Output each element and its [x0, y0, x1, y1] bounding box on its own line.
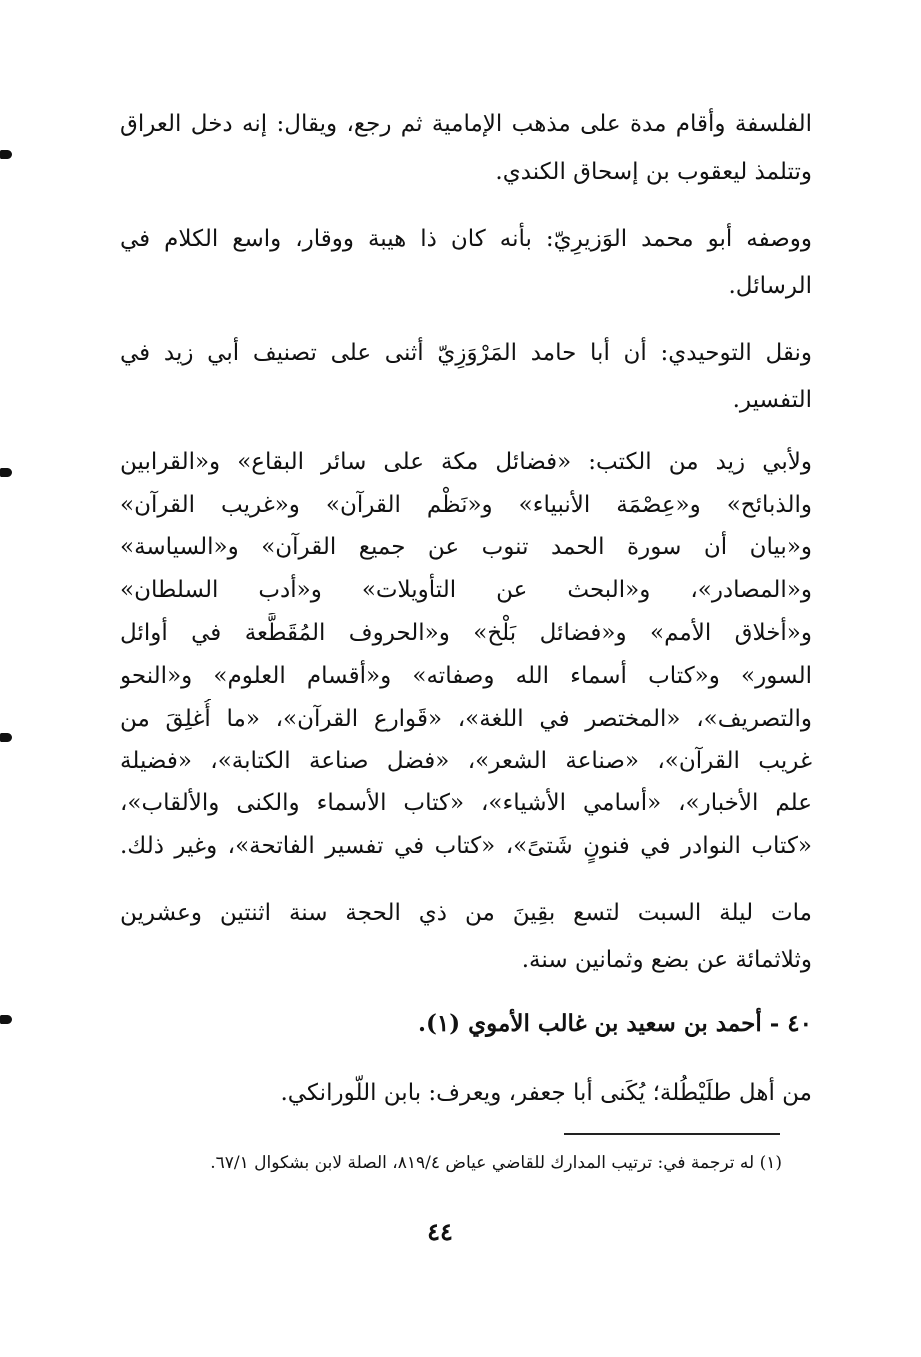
text-line: والتصريف»، «المختصر في اللغة»، «قَوارع القرآن»، «ما أُغلِقَ من: [120, 706, 812, 732]
scan-edge-mark: [0, 1015, 12, 1024]
text-line: من أهل طلَيْطُلة؛ يُكَنى أبا جعفر، ويعرف: بابن اللّورانكي.: [280, 1080, 812, 1106]
text-line: ونقل التوحيدي: أن أبا حامد المَرْوَزِيّ أثنى على تصنيف أبي زيد في: [120, 340, 812, 366]
entry-heading: ٤٠ - أحمد بن سعيد بن غالب الأموي (١).: [418, 1010, 812, 1037]
text-line: الفلسفة وأقام مدة على مذهب الإمامية ثم رجع، ويقال: إنه دخل العراق: [120, 111, 812, 137]
main-text: [120, 0, 812, 1106]
scan-edge-mark: [0, 733, 12, 742]
footnote-divider: [564, 1133, 780, 1135]
text-line: والذبائح» و«عِصْمَة الأنبياء» و«نَظْم القرآن» و«غريب القرآن»: [120, 492, 812, 518]
text-line: غريب القرآن»، «صناعة الشعر»، «فضل صناعة الكتابة»، «فضيلة: [120, 748, 812, 774]
text-line: الرسائل.: [728, 273, 812, 299]
text-line: «كتاب النوادر في فنونٍ شَتىً»، «كتاب في تفسير الفاتحة»، وغير ذلك.: [120, 833, 812, 859]
text-line: علم الأخبار»، «أسامي الأشياء»، «كتاب الأسماء والكنى والألقاب»،: [120, 790, 812, 816]
text-line: و«المصادر»، و«البحث عن التأويلات» و«أدب السلطان»: [120, 577, 812, 603]
scan-edge-mark: [0, 150, 12, 159]
text-line: مات ليلة السبت لتسع بقِينَ من ذي الحجة سنة اثنتين وعشرين: [120, 900, 812, 926]
text-line: السور» و«كتاب أسماء الله وصفاته» و«أقسام العلوم» و«النحو: [120, 663, 812, 689]
footnote: (١) له ترجمة في: ترتيب المدارك للقاضي عياض ٨١٩/٤، الصلة لابن بشكوال ٦٧/١.: [210, 1153, 782, 1173]
text-line: و«أخلاق الأمم» و«فضائل بَلْخ» و«الحروف المُقَطَّعة في أوائل: [120, 620, 812, 646]
text-line: التفسير.: [732, 387, 812, 413]
text-line: و«بيان أن سورة الحمد تنوب عن جميع القرآن» و«السياسة»: [120, 534, 812, 560]
scan-edge-mark: [0, 468, 12, 477]
text-line: ولأبي زيد من الكتب: «فضائل مكة على سائر البقاع» و«القرابين: [120, 449, 812, 475]
text-line: وتتلمذ ليعقوب بن إسحاق الكندي.: [495, 159, 812, 185]
text-line: ووصفه أبو محمد الوَزيرِيّ: بأنه كان ذا هيبة ووقار، واسع الكلام في: [120, 226, 812, 252]
page-number: ٤٤: [427, 1217, 453, 1246]
text-line: وثلاثمائة عن بضع وثمانين سنة.: [521, 947, 812, 973]
